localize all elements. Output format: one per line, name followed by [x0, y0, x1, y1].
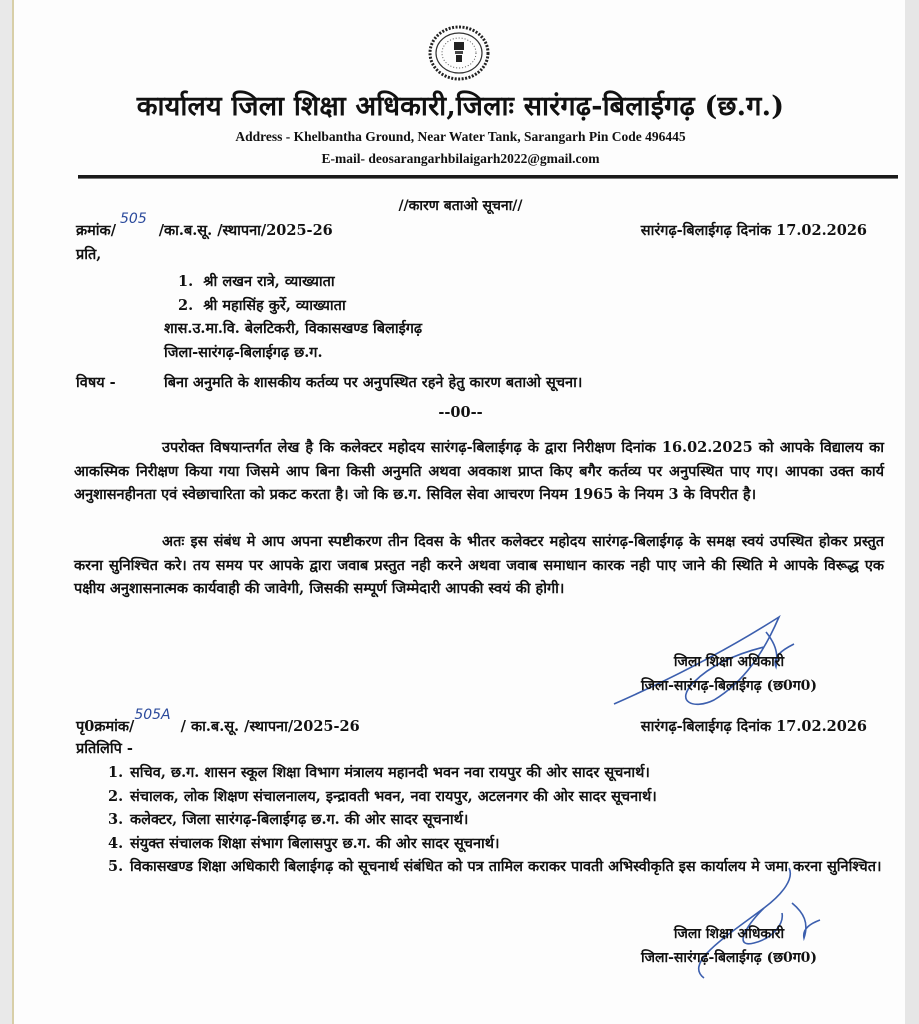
recipient-name: श्री महासिंह कुर्रे, व्याख्याता [203, 296, 346, 314]
subject-text: बिना अनुमति के शासकीय कर्तव्य पर अनुपस्थित रहने हेतु कारण बताओ सूचना। [164, 374, 583, 391]
copy-num: 3. [108, 811, 124, 828]
paragraph-text: उपरोक्त विषयान्तर्गत लेख है कि कलेक्टर महोदय सारंगढ़-बिलाईगढ़ के द्वारा निरीक्षण दिनांक 16.02.2025 को आपके विद्यालय का आकस्मिक निरीक्षण किया गया जिसमे आप बिना किसी अनुमति अथवा अवकाश प्राप्त किए बगैर कर्तव्य पर अनुपस्थित पाए गए। आपका उक्त कार्य अनुशासनहीनता एवं स्वेछाचारिता को प्रकट करता है। जो कि छ.ग. सिविल सेवा आचरण नियम 1965 के नियम 3 के विपरीत है। [74, 439, 884, 503]
endorsement-number [76, 707, 360, 736]
reference-suffix: /का.ब.सू. /स्थापना/2025-26 [158, 222, 333, 239]
body-paragraph-2 [74, 530, 884, 601]
copy-label: प्रतिलिपि - [76, 740, 133, 757]
signature-2-district: जिला-सारंगढ़-बिलाईगढ़ (छ0ग0) [640, 950, 817, 966]
document-page [12, 0, 905, 1024]
copy-text: संयुक्त संचालक शिक्षा संभाग बिलासपुर छ.ग. की ओर सादर सूचनार्थ। [130, 834, 500, 852]
recipient-district: जिला-सारंगढ़-बिलाईगढ़ छ.ग. [164, 343, 323, 361]
reference-place-date: सारंगढ़-बिलाईगढ़ दिनांक 17.02.2026 [640, 222, 867, 239]
copy-item [108, 832, 888, 856]
recipient-item [178, 294, 346, 318]
recipient-block [178, 270, 346, 317]
copy-text: कलेक्टर, जिला सारंगढ़-बिलाईगढ़ छ.ग. की ओर सादर सूचनार्थ। [130, 811, 469, 828]
recipient-name: श्री लखन रात्रे, व्याख्याता [203, 273, 335, 290]
office-title: कार्यालय जिला शिक्षा अधिकारी,जिलाः सारंगढ़-बिलाईगढ़ (छ.ग.) [136, 91, 785, 122]
subject-label: विषय - [76, 374, 116, 391]
recipient-school: शास.उ.मा.वि. बेलटिकरी, विकासखण्ड बिलाईगढ़ [164, 320, 423, 337]
header-divider [78, 175, 898, 179]
endorsement-suffix: / का.ब.सू. /स्थापना/2025-26 [180, 718, 360, 735]
to-label: प्रति, [76, 246, 102, 263]
endorsement-place-date: सारंगढ़-बिलाईगढ़ दिनांक 17.02.2026 [640, 718, 867, 735]
copy-item [108, 808, 888, 832]
separator: --00-- [438, 404, 483, 421]
signature-2-designation: जिला शिक्षा अधिकारी [673, 926, 785, 942]
reference-prefix: क्रमांक/ [76, 222, 116, 239]
body-paragraph-1 [74, 436, 884, 507]
copy-num: 1. [108, 764, 124, 781]
paragraph-text: अतः इस संबंध मे आप अपना स्पष्टीकरण तीन दिवस के भीतर कलेक्टर महोदय सारंगढ़-बिलाईगढ़ के समक्ष स्वयं उपस्थित होकर प्रस्तुत करना सुनिश्चित करे। तय समय पर आपके द्वारा जवाब प्रस्तुत नही करने अथवा जवाब समाधान कारक नही पाए जाने की स्थिति मे आपके विरूद्ध एक पक्षीय अनुशासनात्मक कार्यवाही की जावेगी, जिसकी सम्पूर्ण जिम्मेदारी आपकी स्वयं की होगी। [74, 533, 884, 597]
endorsement-prefix: पृ0क्रमांक/ [76, 718, 135, 735]
office-email: E-mail- deosarangarhbilaigarh2022@gmail.com [321, 151, 600, 166]
office-address: Address - Khelbantha Ground, Near Water Tank, Sarangarh Pin Code 496445 [235, 129, 686, 144]
recipient-address [164, 317, 422, 364]
copy-text: विकासखण्ड शिक्षा अधिकारी बिलाईगढ़ को सूचनार्थ संबंधित को पत्र तामिल कराकर पावती अभिस्वीकृति इस कार्यालय मे जमा करना सुनिश्चित। [130, 858, 882, 875]
copy-num: 5. [108, 858, 124, 875]
notice-title: //कारण बताओ सूचना// [398, 198, 523, 214]
signature-1-district: जिला-सारंगढ़-बिलाईगढ़ (छ0ग0) [640, 678, 817, 694]
signature-1-designation: जिला शिक्षा अधिकारी [673, 654, 785, 670]
copy-item [108, 761, 888, 785]
recipient-item [178, 270, 346, 294]
copy-text: सचिव, छ.ग. शासन स्कूल शिक्षा विभाग मंत्रालय महानदी भवन नवा रायपुर की ओर सादर सूचनार्थ। [130, 764, 650, 781]
recipient-num: 1. [178, 273, 194, 290]
copy-list [108, 761, 888, 879]
copy-num: 2. [108, 787, 124, 805]
copy-text: संचालक, लोक शिक्षण संचालनालय, इन्द्रावती भवन, नवा रायपुर, अटलनगर की ओर सादर सूचनार्थ। [130, 787, 657, 805]
handwritten-endorsement-number: 505A [134, 707, 171, 723]
page-edge [905, 0, 919, 1024]
copy-item [108, 785, 888, 809]
copy-num: 4. [108, 834, 124, 852]
state-emblem-icon [427, 24, 491, 82]
reference-number [76, 211, 333, 240]
handwritten-number: 505 [120, 211, 147, 227]
recipient-num: 2. [178, 296, 194, 314]
